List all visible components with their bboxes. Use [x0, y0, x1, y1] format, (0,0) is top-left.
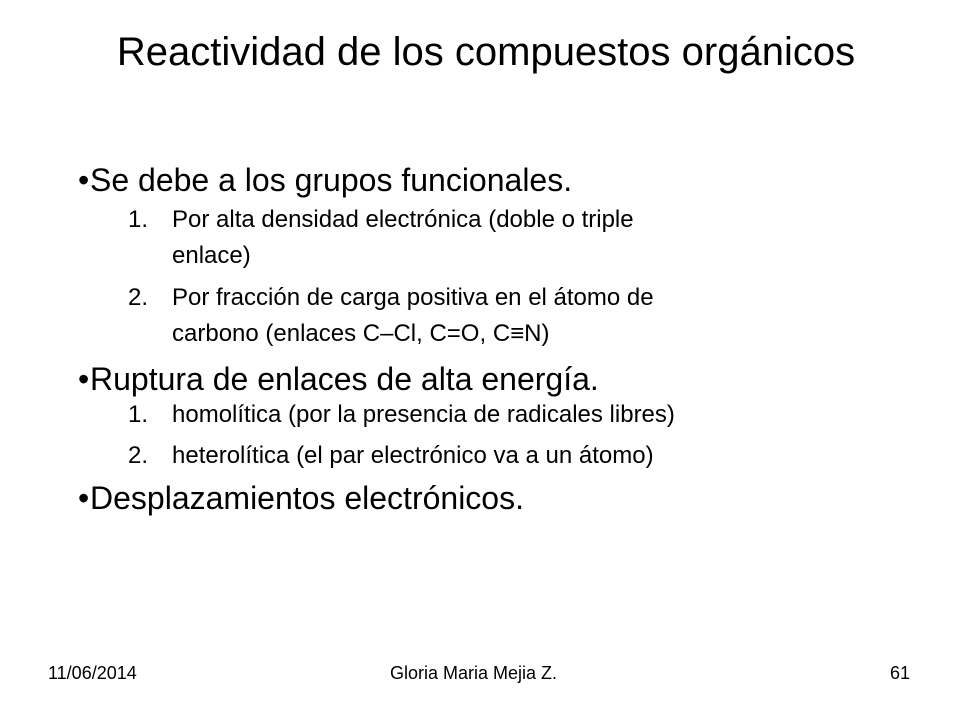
bullet-text: Se debe a los grupos funcionales. — [90, 162, 573, 198]
bullet-dot: • — [78, 361, 90, 397]
bullet-dot: • — [78, 162, 90, 198]
footer-author: Gloria Maria Mejia Z. — [390, 663, 558, 683]
bullet-text: Ruptura de enlaces de alta energía. — [90, 361, 599, 397]
sub-item-number: 1. — [128, 206, 149, 233]
bullet-desplazamientos — [78, 479, 524, 517]
sub-item-fraccion-carga — [128, 280, 654, 352]
sub-item-homolitica — [128, 397, 675, 433]
sub-item-number: 2. — [128, 284, 149, 311]
bullet-ruptura-enlaces — [78, 360, 599, 398]
sub-item-line: Por alta densidad electrónica (doble o triple — [172, 206, 634, 233]
sub-item-number: 1. — [128, 401, 149, 428]
footer-date: 11/06/2014 — [48, 663, 137, 683]
bullet-grupos-funcionales — [78, 161, 572, 199]
sub-item-densidad — [128, 202, 634, 274]
sub-item-line: Por fracción de carga positiva en el átomo de — [172, 284, 654, 311]
footer-page-number: 61 — [890, 663, 911, 683]
sub-item-heterolitica — [128, 438, 654, 474]
sub-item-line: enlace) — [172, 242, 251, 269]
bullet-dot: • — [78, 480, 90, 516]
sub-item-line: heterolítica (el par electrónico va a un átomo) — [172, 442, 654, 469]
slide-title: Reactividad de los compuestos orgánicos — [116, 30, 856, 74]
sub-item-number: 2. — [128, 442, 149, 469]
sub-item-line: homolítica (por la presencia de radicales libres) — [172, 401, 675, 428]
bullet-text: Desplazamientos electrónicos. — [90, 480, 524, 516]
sub-item-line: carbono (enlaces C–Cl, C=O, C≡N) — [172, 320, 550, 347]
